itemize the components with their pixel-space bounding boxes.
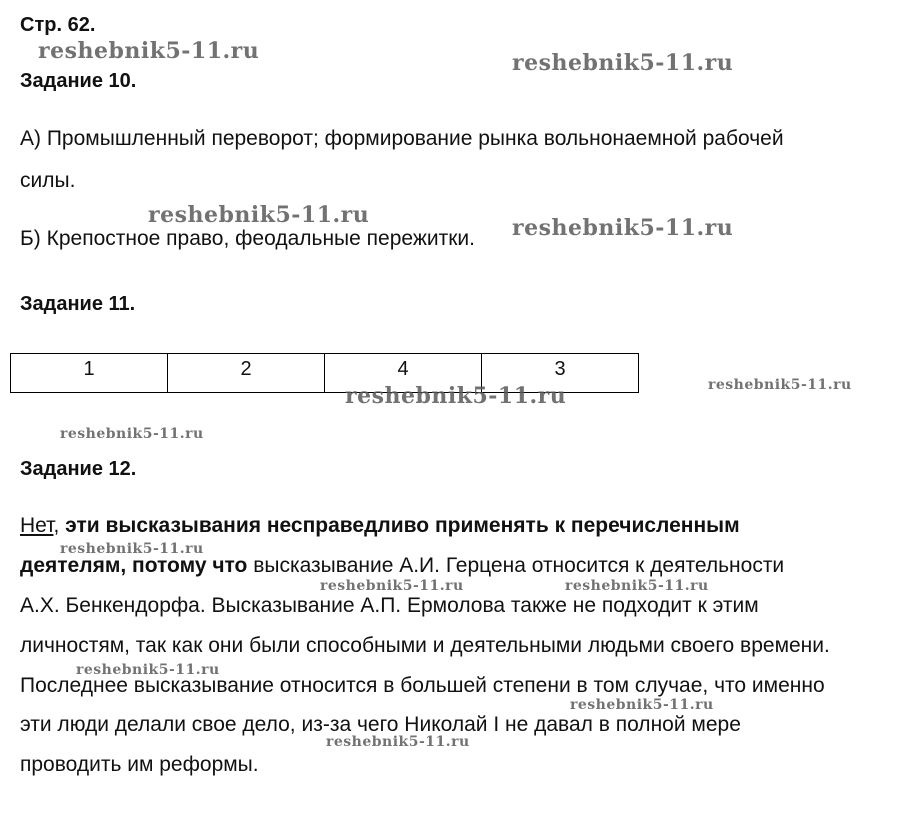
bold-statement-part2: деятелям, потому что xyxy=(20,554,248,577)
table-cell: 1 xyxy=(11,354,168,393)
bold-statement-part1: эти высказывания несправедливо применять к перечисленным xyxy=(65,514,740,537)
watermark: reshebnik5-11.ru xyxy=(76,662,220,678)
task-12-line4: личностям, так как они были способными и деятельными людьми своего времени. xyxy=(20,634,830,657)
table-cell: 2 xyxy=(168,354,325,393)
watermark: reshebnik5-11.ru xyxy=(512,50,734,76)
task-10-answer-a-line1: А) Промышленный переворот; формирование рынка вольнонаемной рабочей xyxy=(20,127,784,150)
page-reference: Стр. 62. xyxy=(20,14,96,36)
watermark: reshebnik5-11.ru xyxy=(570,697,714,713)
watermark: reshebnik5-11.ru xyxy=(708,377,852,393)
task-10-answer-a-line2: силы. xyxy=(20,169,76,192)
watermark: reshebnik5-11.ru xyxy=(565,578,709,594)
task-12-line2 xyxy=(20,546,784,586)
watermark: reshebnik5-11.ru xyxy=(148,202,370,228)
task-12-line1 xyxy=(20,506,740,546)
task-12-heading: Задание 12. xyxy=(20,458,137,480)
line2-rest: высказывание А.И. Герцена относится к деятельности xyxy=(247,554,785,577)
watermark: reshebnik5-11.ru xyxy=(60,426,204,442)
watermark: reshebnik5-11.ru xyxy=(38,38,260,64)
watermark: reshebnik5-11.ru xyxy=(60,541,204,557)
task-11-heading: Задание 11. xyxy=(20,293,136,315)
task-10-heading: Задание 10. xyxy=(20,70,137,92)
watermark: reshebnik5-11.ru xyxy=(512,215,734,241)
task-12-line3: А.Х. Бенкендорфа. Высказывание А.П. Ермолова также не подходит к этим xyxy=(20,594,759,617)
task-10-answer-b: Б) Крепостное право, феодальные пережитки. xyxy=(20,227,475,250)
task-12-line5: Последнее высказывание относится в большей степени в том случае, что именно xyxy=(20,674,825,697)
watermark: reshebnik5-11.ru xyxy=(326,734,470,750)
comma: , xyxy=(53,514,60,537)
table-row xyxy=(11,354,639,393)
watermark: reshebnik5-11.ru xyxy=(345,383,567,409)
watermark: reshebnik5-11.ru xyxy=(320,578,464,594)
task-12-line7: проводить им реформы. xyxy=(20,753,259,776)
task-12-line6: эти люди делали свое дело, из-за чего Николай I не давал в полной мере xyxy=(20,713,741,736)
answer-word: Нет xyxy=(20,514,54,537)
table-cell: 4 xyxy=(325,354,482,393)
table-cell: 3 xyxy=(482,354,639,393)
task-11-answer-table xyxy=(10,353,639,393)
